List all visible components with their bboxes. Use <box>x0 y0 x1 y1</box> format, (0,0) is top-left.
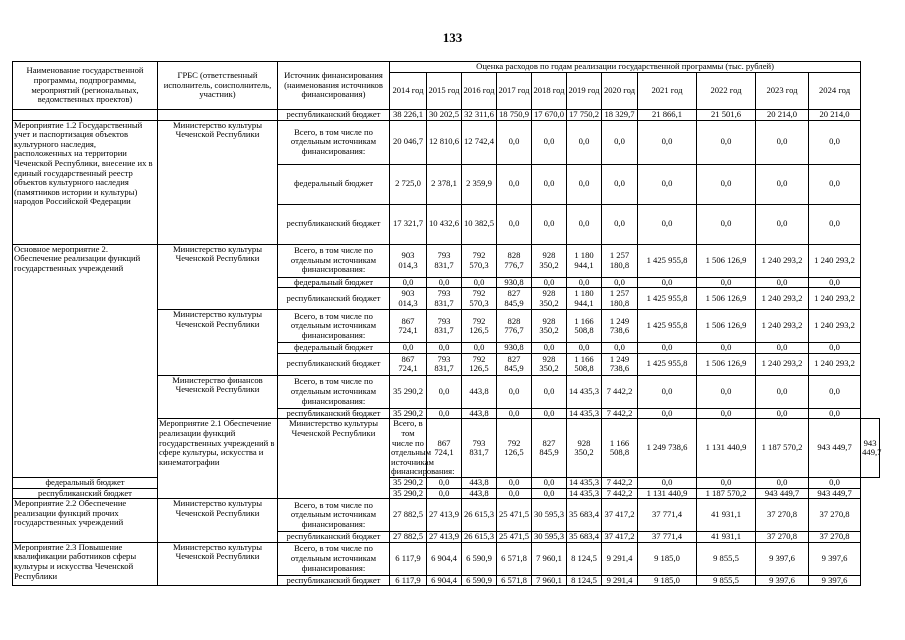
header-row <box>13 62 880 73</box>
value-cell: 1 425 955,8 <box>638 244 697 277</box>
source-cell: республиканский бюджет <box>278 110 390 121</box>
value-cell: 6 117,9 <box>390 542 427 575</box>
value-cell: 1 187 570,2 <box>697 488 756 499</box>
value-cell: 8 124,5 <box>567 542 602 575</box>
value-cell: 41 931,1 <box>697 532 756 543</box>
value-cell: 0,0 <box>602 343 638 354</box>
value-cell: 928 350,2 <box>532 310 567 343</box>
value-cell: 1 506 126,9 <box>697 244 756 277</box>
value-cell: 37 270,8 <box>756 532 809 543</box>
header-source: Источник финансирования (наименования источников финансирования) <box>278 62 390 110</box>
value-cell: 0,0 <box>427 343 462 354</box>
source-cell: республиканский бюджет <box>13 488 158 499</box>
value-cell: 10 382,5 <box>462 204 497 244</box>
value-cell: 867 724,1 <box>427 419 462 478</box>
value-cell: 0,0 <box>497 408 532 419</box>
value-cell: 14 435,3 <box>567 375 602 408</box>
value-cell: 7 960,1 <box>532 542 567 575</box>
value-cell: 37 771,4 <box>638 499 697 532</box>
value-cell: 0,0 <box>602 164 638 204</box>
value-cell: 0,0 <box>697 277 756 288</box>
value-cell: 27 882,5 <box>390 499 427 532</box>
value-cell: 17 670,0 <box>532 110 567 121</box>
header-program: Наименование государственной программы, подпрограммы, мероприятий (региональных, ведомственных проектов) <box>13 62 158 110</box>
value-cell: 1 425 955,8 <box>638 310 697 343</box>
value-cell: 0,0 <box>462 277 497 288</box>
header-year: 2019 год <box>567 73 602 110</box>
value-cell: 867 724,1 <box>390 310 427 343</box>
grbs-cell <box>158 110 278 121</box>
table-row <box>13 244 880 277</box>
value-cell: 1 425 955,8 <box>638 288 697 310</box>
value-cell: 0,0 <box>638 204 697 244</box>
value-cell: 0,0 <box>390 277 427 288</box>
value-cell: 14 435,3 <box>567 488 602 499</box>
value-cell: 0,0 <box>532 375 567 408</box>
value-cell: 27 413,9 <box>427 532 462 543</box>
value-cell: 792 126,5 <box>462 310 497 343</box>
value-cell: 443,8 <box>462 375 497 408</box>
grbs-cell: Министерство финансов Чеченской Республики <box>158 375 278 419</box>
value-cell: 0,0 <box>532 164 567 204</box>
value-cell: 1 506 126,9 <box>697 288 756 310</box>
value-cell: 0,0 <box>638 375 697 408</box>
value-cell: 6 904,4 <box>427 575 462 586</box>
program-cell: Мероприятие 2.1 Обеспечение реализации функций государственных учреждений в сфере культуры, искусства и кинематографии <box>158 419 278 499</box>
value-cell: 928 350,2 <box>532 288 567 310</box>
value-cell: 0,0 <box>427 488 462 499</box>
value-cell: 30 595,3 <box>532 532 567 543</box>
value-cell: 7 442,2 <box>602 477 638 488</box>
value-cell: 37 417,2 <box>602 499 638 532</box>
value-cell: 827 845,9 <box>497 288 532 310</box>
source-cell: Всего, в том числе по отдельным источникам финансирования: <box>278 120 390 164</box>
value-cell: 0,0 <box>532 343 567 354</box>
value-cell: 9 397,6 <box>809 542 861 575</box>
value-cell: 27 882,5 <box>390 532 427 543</box>
value-cell: 20 214,0 <box>809 110 861 121</box>
value-cell: 828 776,7 <box>497 310 532 343</box>
value-cell: 41 931,1 <box>697 499 756 532</box>
value-cell: 0,0 <box>756 277 809 288</box>
value-cell: 828 776,7 <box>497 244 532 277</box>
value-cell: 0,0 <box>497 488 532 499</box>
value-cell: 1 240 293,2 <box>809 288 861 310</box>
grbs-cell: Министерство культуры Чеченской Республики <box>158 310 278 376</box>
value-cell: 0,0 <box>756 343 809 354</box>
value-cell: 6 571,8 <box>497 542 532 575</box>
program-cell: Основное мероприятие 2. Обеспечение реализации функций государственных учреждений <box>13 244 158 477</box>
value-cell: 30 202,5 <box>427 110 462 121</box>
value-cell: 6 904,4 <box>427 542 462 575</box>
value-cell: 0,0 <box>638 408 697 419</box>
value-cell: 12 742,4 <box>462 120 497 164</box>
table-row <box>13 499 880 532</box>
value-cell: 0,0 <box>697 375 756 408</box>
header-year: 2017 год <box>497 73 532 110</box>
value-cell: 0,0 <box>567 343 602 354</box>
value-cell: 793 831,7 <box>427 288 462 310</box>
header-year: 2015 год <box>427 73 462 110</box>
value-cell: 35 290,2 <box>390 408 427 419</box>
value-cell: 943 449,7 <box>756 488 809 499</box>
value-cell: 6 571,8 <box>497 575 532 586</box>
value-cell: 6 590,9 <box>462 575 497 586</box>
value-cell: 0,0 <box>809 477 861 488</box>
value-cell: 37 270,8 <box>809 532 861 543</box>
value-cell: 1 180 944,1 <box>567 288 602 310</box>
value-cell: 0,0 <box>532 408 567 419</box>
value-cell: 0,0 <box>602 277 638 288</box>
value-cell: 21 501,6 <box>697 110 756 121</box>
value-cell: 943 449,7 <box>861 419 880 478</box>
value-cell: 27 413,9 <box>427 499 462 532</box>
source-cell: Всего, в том числе по отдельным источникам финансирования: <box>391 418 455 477</box>
source-cell: республиканский бюджет <box>278 204 390 244</box>
value-cell: 2 378,1 <box>427 164 462 204</box>
value-cell: 0,0 <box>390 343 427 354</box>
value-cell: 7 442,2 <box>602 375 638 408</box>
grbs-cell: Министерство культуры Чеченской Республики <box>158 120 278 244</box>
value-cell: 0,0 <box>638 277 697 288</box>
value-cell: 20 046,7 <box>390 120 427 164</box>
value-cell: 1 240 293,2 <box>756 310 809 343</box>
value-cell: 1 180 944,1 <box>567 244 602 277</box>
value-cell: 0,0 <box>427 277 462 288</box>
value-cell: 35 683,4 <box>567 532 602 543</box>
value-cell: 0,0 <box>532 204 567 244</box>
value-cell: 6 117,9 <box>390 575 427 586</box>
value-cell: 1 240 293,2 <box>756 288 809 310</box>
page-number: 133 <box>442 30 463 45</box>
value-cell: 9 185,0 <box>638 542 697 575</box>
value-cell: 32 311,6 <box>462 110 497 121</box>
source-cell: Всего, в том числе по отдельным источникам финансирования: <box>278 244 390 277</box>
value-cell: 0,0 <box>809 204 861 244</box>
value-cell: 9 855,5 <box>697 542 756 575</box>
value-cell: 0,0 <box>638 164 697 204</box>
value-cell: 1 166 508,8 <box>602 419 638 478</box>
value-cell: 0,0 <box>427 375 462 408</box>
value-cell: 38 226,1 <box>390 110 427 121</box>
value-cell: 2 359,9 <box>462 164 497 204</box>
source-cell: федеральный бюджет <box>278 164 390 204</box>
value-cell: 18 750,9 <box>497 110 532 121</box>
value-cell: 943 449,7 <box>809 419 861 478</box>
program-cell: Мероприятие 1.2 Государственный учет и паспортизация объектов культурного наследия, расположенных на территории Чеченской Республики, внесение их в единый государственный реестр объектов культурного наследия (памятников истории и культуры) народов Российской Федерации <box>13 120 158 244</box>
value-cell: 9 397,6 <box>756 575 809 586</box>
value-cell: 928 350,2 <box>532 244 567 277</box>
value-cell: 14 435,3 <box>567 477 602 488</box>
program-cell: Мероприятие 2.3 Повышение квалификации работников сферы культуры и искусства Чеченской Республики <box>13 542 158 586</box>
value-cell: 0,0 <box>497 204 532 244</box>
value-cell: 9 291,4 <box>602 575 638 586</box>
program-cell <box>13 110 158 121</box>
value-cell: 0,0 <box>809 277 861 288</box>
header-year: 2022 год <box>697 73 756 110</box>
value-cell: 443,8 <box>462 488 497 499</box>
grbs-cell: Министерство культуры Чеченской Республики <box>158 542 278 586</box>
value-cell: 0,0 <box>697 120 756 164</box>
value-cell: 0,0 <box>497 164 532 204</box>
value-cell: 0,0 <box>427 477 462 488</box>
source-cell: Всего, в том числе по отдельным источникам финансирования: <box>278 542 390 575</box>
value-cell: 0,0 <box>602 120 638 164</box>
value-cell: 793 831,7 <box>427 353 462 375</box>
value-cell: 0,0 <box>756 477 809 488</box>
value-cell: 1 131 440,9 <box>697 419 756 478</box>
table-row <box>13 120 880 164</box>
value-cell: 1 257 180,8 <box>602 288 638 310</box>
value-cell: 9 397,6 <box>756 542 809 575</box>
header-year: 2018 год <box>532 73 567 110</box>
value-cell: 1 257 180,8 <box>602 244 638 277</box>
value-cell: 7 960,1 <box>532 575 567 586</box>
value-cell: 35 290,2 <box>390 477 427 488</box>
source-cell: республиканский бюджет <box>278 288 390 310</box>
value-cell: 20 214,0 <box>756 110 809 121</box>
grbs-cell: Министерство культуры Чеченской Республики <box>278 419 390 499</box>
value-cell: 9 185,0 <box>638 575 697 586</box>
header-year: 2014 год <box>390 73 427 110</box>
source-cell: Всего, в том числе по отдельным источникам финансирования: <box>278 499 390 532</box>
value-cell: 35 290,2 <box>390 375 427 408</box>
header-year: 2023 год <box>756 73 809 110</box>
program-cell: Мероприятие 2.2 Обеспечение реализации функций прочих государственных учреждений <box>13 499 158 543</box>
value-cell: 1 166 508,8 <box>567 353 602 375</box>
value-cell: 9 855,5 <box>697 575 756 586</box>
value-cell: 25 471,5 <box>497 499 532 532</box>
value-cell: 443,8 <box>462 408 497 419</box>
value-cell: 1 249 738,6 <box>638 419 697 478</box>
value-cell: 35 683,4 <box>567 499 602 532</box>
value-cell: 14 435,3 <box>567 408 602 419</box>
value-cell: 943 449,7 <box>809 488 861 499</box>
value-cell: 792 126,5 <box>462 353 497 375</box>
source-cell: республиканский бюджет <box>278 532 390 543</box>
value-cell: 928 350,2 <box>532 353 567 375</box>
value-cell: 18 329,7 <box>602 110 638 121</box>
value-cell: 10 432,6 <box>427 204 462 244</box>
value-cell: 7 442,2 <box>602 488 638 499</box>
value-cell: 2 725,0 <box>390 164 427 204</box>
value-cell: 1 240 293,2 <box>809 353 861 375</box>
value-cell: 0,0 <box>809 408 861 419</box>
value-cell: 8 124,5 <box>567 575 602 586</box>
value-cell: 6 590,9 <box>462 542 497 575</box>
value-cell: 0,0 <box>497 120 532 164</box>
header-estimate: Оценка расходов по годам реализации государственной программы (тыс. рублей) <box>390 62 861 73</box>
value-cell: 7 442,2 <box>602 408 638 419</box>
value-cell: 17 321,7 <box>390 204 427 244</box>
value-cell: 793 831,7 <box>427 244 462 277</box>
value-cell: 0,0 <box>567 277 602 288</box>
value-cell: 9 291,4 <box>602 542 638 575</box>
value-cell: 1 240 293,2 <box>809 244 861 277</box>
value-cell: 1 240 293,2 <box>756 244 809 277</box>
value-cell: 0,0 <box>756 120 809 164</box>
value-cell: 37 771,4 <box>638 532 697 543</box>
header-grbs: ГРБС (ответственный исполнитель, соисполнитель, участник) <box>158 62 278 110</box>
value-cell: 0,0 <box>462 343 497 354</box>
value-cell: 0,0 <box>638 477 697 488</box>
value-cell: 0,0 <box>602 204 638 244</box>
value-cell: 17 750,2 <box>567 110 602 121</box>
value-cell: 21 866,1 <box>638 110 697 121</box>
value-cell: 0,0 <box>532 277 567 288</box>
value-cell: 1 240 293,2 <box>756 353 809 375</box>
value-cell: 0,0 <box>809 375 861 408</box>
source-cell: республиканский бюджет <box>278 353 390 375</box>
value-cell: 903 014,3 <box>390 288 427 310</box>
value-cell: 26 615,3 <box>462 532 497 543</box>
value-cell: 0,0 <box>756 375 809 408</box>
source-cell: Всего, в том числе по отдельным источникам финансирования: <box>278 375 390 408</box>
value-cell: 0,0 <box>697 164 756 204</box>
value-cell: 928 350,2 <box>567 419 602 478</box>
table-row <box>13 477 880 488</box>
value-cell: 903 014,3 <box>390 244 427 277</box>
value-cell: 0,0 <box>567 204 602 244</box>
budget-table <box>12 61 880 586</box>
header-year: 2020 год <box>602 73 638 110</box>
value-cell: 35 290,2 <box>390 488 427 499</box>
header-year: 2016 год <box>462 73 497 110</box>
value-cell: 0,0 <box>809 120 861 164</box>
value-cell: 792 570,3 <box>462 288 497 310</box>
value-cell: 37 270,8 <box>809 499 861 532</box>
value-cell: 0,0 <box>497 477 532 488</box>
value-cell: 0,0 <box>532 488 567 499</box>
table-row <box>13 542 880 575</box>
value-cell: 1 249 738,6 <box>602 353 638 375</box>
value-cell: 0,0 <box>638 343 697 354</box>
value-cell: 1 506 126,9 <box>697 353 756 375</box>
value-cell: 37 417,2 <box>602 532 638 543</box>
grbs-cell: Министерство культуры Чеченской Республики <box>158 499 278 543</box>
source-cell: федеральный бюджет <box>278 343 390 354</box>
value-cell: 0,0 <box>697 204 756 244</box>
source-cell: Всего, в том числе по отдельным источникам финансирования: <box>278 310 390 343</box>
value-cell: 793 831,7 <box>462 419 497 478</box>
value-cell: 1 166 508,8 <box>567 310 602 343</box>
value-cell: 0,0 <box>567 164 602 204</box>
value-cell: 0,0 <box>427 408 462 419</box>
value-cell: 0,0 <box>532 120 567 164</box>
value-cell: 30 595,3 <box>532 499 567 532</box>
value-cell: 1 425 955,8 <box>638 353 697 375</box>
table-body <box>13 110 880 586</box>
value-cell: 0,0 <box>532 477 567 488</box>
value-cell: 443,8 <box>462 477 497 488</box>
value-cell: 9 397,6 <box>809 575 861 586</box>
value-cell: 0,0 <box>756 204 809 244</box>
value-cell: 1 131 440,9 <box>638 488 697 499</box>
source-cell: республиканский бюджет <box>278 408 390 419</box>
header-year: 2024 год <box>809 73 861 110</box>
source-cell: республиканский бюджет <box>278 575 390 586</box>
value-cell: 827 845,9 <box>497 353 532 375</box>
value-cell: 37 270,8 <box>756 499 809 532</box>
value-cell: 0,0 <box>809 164 861 204</box>
value-cell: 0,0 <box>567 120 602 164</box>
value-cell: 0,0 <box>497 375 532 408</box>
source-cell: федеральный бюджет <box>13 477 158 488</box>
value-cell: 0,0 <box>638 120 697 164</box>
value-cell: 930,8 <box>497 343 532 354</box>
value-cell: 930,8 <box>497 277 532 288</box>
value-cell: 12 810,6 <box>427 120 462 164</box>
value-cell: 1 187 570,2 <box>756 419 809 478</box>
value-cell: 26 615,3 <box>462 499 497 532</box>
table-row <box>13 488 880 499</box>
value-cell: 0,0 <box>697 343 756 354</box>
value-cell: 25 471,5 <box>497 532 532 543</box>
value-cell: 1 249 738,6 <box>602 310 638 343</box>
value-cell: 1 506 126,9 <box>697 310 756 343</box>
value-cell: 827 845,9 <box>532 419 567 478</box>
source-cell: федеральный бюджет <box>278 277 390 288</box>
value-cell: 0,0 <box>697 477 756 488</box>
value-cell: 792 570,3 <box>462 244 497 277</box>
value-cell: 1 240 293,2 <box>809 310 861 343</box>
table-row <box>13 110 880 121</box>
grbs-cell: Министерство культуры Чеченской Республики <box>158 244 278 310</box>
value-cell: 0,0 <box>809 343 861 354</box>
value-cell: 867 724,1 <box>390 353 427 375</box>
value-cell: 0,0 <box>697 408 756 419</box>
value-cell: 0,0 <box>756 164 809 204</box>
value-cell: 793 831,7 <box>427 310 462 343</box>
header-year: 2021 год <box>638 73 697 110</box>
value-cell: 792 126,5 <box>497 419 532 478</box>
value-cell: 0,0 <box>756 408 809 419</box>
